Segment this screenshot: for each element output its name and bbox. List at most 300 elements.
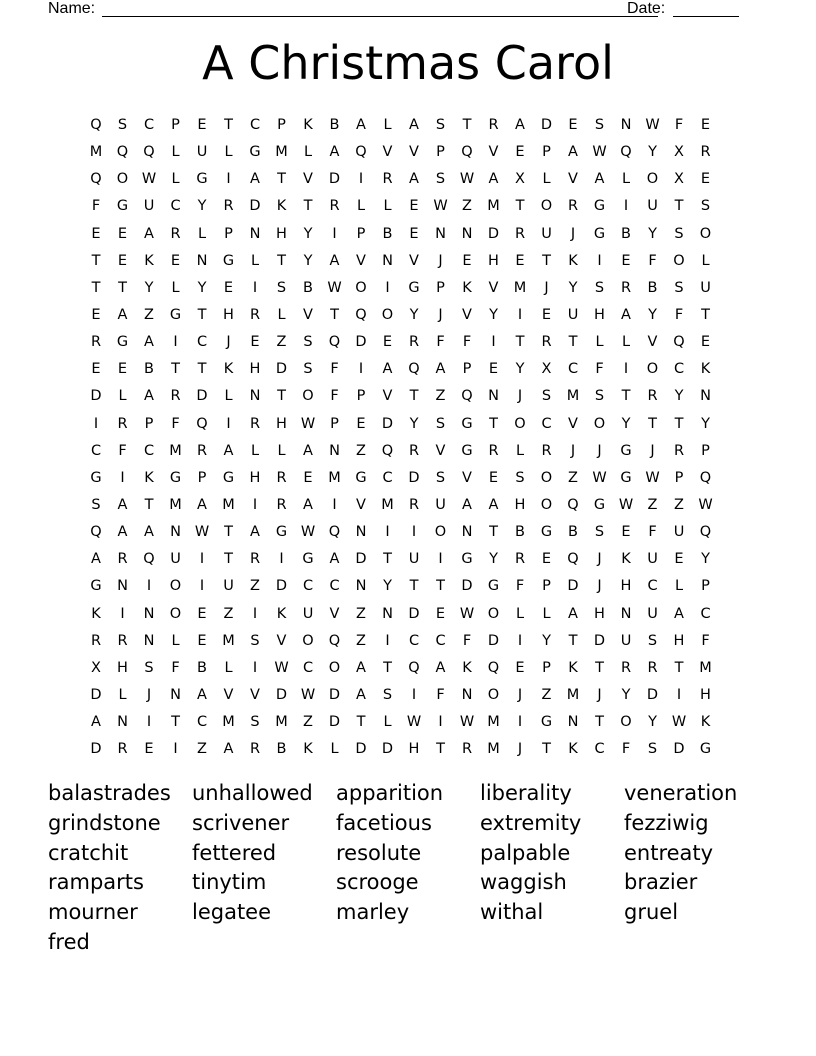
grid-row bbox=[83, 411, 719, 438]
grid-letter: Q bbox=[143, 551, 156, 568]
grid-letter: N bbox=[170, 686, 182, 703]
grid-letter: B bbox=[303, 279, 314, 296]
grid-letter: A bbox=[568, 605, 579, 622]
grid-letter: G bbox=[699, 741, 712, 758]
grid-letter: H bbox=[700, 686, 712, 703]
grid-letter: V bbox=[409, 144, 420, 161]
grid-letter: M bbox=[328, 469, 342, 486]
grid-letter: O bbox=[540, 198, 553, 215]
grid-letter: C bbox=[302, 659, 314, 676]
grid-letter: D bbox=[328, 171, 341, 188]
grid-letter: U bbox=[223, 578, 235, 595]
grid-letter: M bbox=[699, 659, 713, 676]
grid-letter: G bbox=[487, 578, 500, 595]
grid-letter: I bbox=[252, 605, 258, 622]
grid-letter: O bbox=[646, 361, 659, 378]
grid-letter: T bbox=[197, 361, 207, 378]
grid-letter: W bbox=[300, 686, 316, 703]
grid-letter: V bbox=[647, 334, 658, 351]
grid-letter: W bbox=[459, 171, 475, 188]
grid-letter: B bbox=[329, 117, 340, 133]
grid-letter: O bbox=[328, 659, 341, 676]
grid-row bbox=[83, 356, 719, 383]
grid-letter: U bbox=[673, 524, 685, 541]
grid-letter: R bbox=[488, 117, 500, 133]
grid-letter: L bbox=[595, 334, 605, 351]
grid-letter: L bbox=[224, 388, 234, 405]
grid-letter: D bbox=[381, 741, 394, 758]
grid-letter: T bbox=[542, 741, 552, 758]
grid-letter: I bbox=[517, 632, 523, 649]
grid-letter: W bbox=[645, 469, 661, 486]
grid-letter: D bbox=[328, 686, 341, 703]
grid-letter: E bbox=[117, 252, 128, 269]
grid-letter: D bbox=[355, 551, 368, 568]
grid-letter: H bbox=[673, 632, 685, 649]
grid-letter: E bbox=[462, 252, 473, 269]
grid-letter: T bbox=[648, 415, 658, 432]
grid-letter: X bbox=[91, 659, 102, 676]
word-list-item: waggish bbox=[480, 870, 567, 895]
grid-letter: A bbox=[329, 551, 340, 568]
grid-letter: U bbox=[647, 551, 659, 568]
grid-letter: J bbox=[650, 442, 656, 459]
grid-letter: Y bbox=[621, 686, 631, 703]
grid-row bbox=[83, 329, 719, 356]
grid-letter: E bbox=[515, 144, 526, 161]
grid-letter: U bbox=[647, 605, 659, 622]
grid-letter: P bbox=[542, 144, 552, 161]
grid-letter: W bbox=[618, 496, 634, 513]
grid-letter: S bbox=[647, 741, 658, 758]
grid-letter: V bbox=[250, 686, 261, 703]
grid-letter: G bbox=[620, 469, 633, 486]
grid-letter: T bbox=[489, 524, 499, 541]
grid-letter: M bbox=[487, 198, 501, 215]
grid-letter: L bbox=[701, 252, 711, 269]
grid-letter: R bbox=[647, 388, 659, 405]
grid-letter: V bbox=[329, 605, 340, 622]
grid-letter: D bbox=[328, 714, 341, 731]
grid-letter: F bbox=[436, 686, 446, 703]
grid-letter: L bbox=[277, 442, 287, 459]
grid-letter: F bbox=[171, 659, 181, 676]
grid-letter: R bbox=[488, 442, 500, 459]
grid-row bbox=[83, 248, 719, 275]
grid-letter: P bbox=[356, 225, 366, 242]
grid-letter: T bbox=[436, 741, 446, 758]
grid-letter: D bbox=[355, 334, 368, 351]
grid-letter: I bbox=[226, 171, 232, 188]
grid-letter: Y bbox=[674, 388, 684, 405]
grid-letter: C bbox=[382, 469, 394, 486]
grid-letter: E bbox=[356, 415, 367, 432]
grid-letter: A bbox=[117, 524, 128, 541]
grid-letter: H bbox=[249, 469, 261, 486]
grid-letter: L bbox=[171, 279, 181, 296]
grid-letter: J bbox=[597, 442, 603, 459]
grid-letter: V bbox=[303, 171, 314, 188]
grid-letter: I bbox=[517, 306, 523, 323]
grid-letter: R bbox=[382, 171, 394, 188]
grid-letter: L bbox=[197, 225, 207, 242]
grid-letter: R bbox=[196, 442, 208, 459]
grid-letter: P bbox=[701, 578, 711, 595]
grid-letter: C bbox=[647, 578, 659, 595]
grid-letter: O bbox=[169, 605, 182, 622]
grid-letter: V bbox=[568, 171, 579, 188]
grid-letter: U bbox=[143, 198, 155, 215]
grid-letter: Y bbox=[701, 551, 711, 568]
grid-letter: C bbox=[249, 117, 261, 133]
grid-letter: I bbox=[623, 198, 629, 215]
grid-letter: S bbox=[303, 334, 314, 351]
grid-letter: R bbox=[117, 551, 129, 568]
grid-letter: H bbox=[117, 659, 129, 676]
grid-letter: I bbox=[252, 659, 258, 676]
grid-letter: R bbox=[117, 415, 129, 432]
grid-row bbox=[83, 546, 719, 573]
grid-letter: C bbox=[143, 442, 155, 459]
grid-letter: P bbox=[462, 361, 472, 378]
grid-letter: P bbox=[277, 117, 287, 133]
grid-letter: D bbox=[487, 632, 500, 649]
grid-letter: S bbox=[435, 415, 446, 432]
grid-letter: V bbox=[356, 496, 367, 513]
grid-letter: I bbox=[252, 496, 258, 513]
grid-letter: G bbox=[461, 551, 474, 568]
grid-letter: O bbox=[487, 605, 500, 622]
grid-letter: X bbox=[674, 171, 685, 188]
grid-letter: S bbox=[250, 632, 261, 649]
grid-letter: T bbox=[330, 306, 340, 323]
grid-letter: N bbox=[117, 578, 129, 595]
grid-letter: U bbox=[302, 605, 314, 622]
grid-letter: C bbox=[90, 442, 102, 459]
grid-letter: F bbox=[621, 741, 631, 758]
grid-letter: A bbox=[144, 524, 155, 541]
grid-letter: J bbox=[570, 442, 576, 459]
grid-letter: F bbox=[674, 306, 684, 323]
grid-letter: A bbox=[117, 306, 128, 323]
grid-letter: S bbox=[594, 388, 605, 405]
grid-letter: Z bbox=[356, 632, 367, 649]
grid-letter: S bbox=[91, 496, 102, 513]
grid-letter: V bbox=[276, 632, 287, 649]
grid-letter: G bbox=[461, 442, 474, 459]
grid-letter: M bbox=[222, 714, 236, 731]
grid-letter: E bbox=[541, 306, 552, 323]
grid-letter: L bbox=[224, 144, 234, 161]
grid-letter: G bbox=[90, 578, 103, 595]
grid-letter: T bbox=[277, 171, 287, 188]
grid-letter: A bbox=[409, 171, 420, 188]
grid-letter: F bbox=[701, 632, 711, 649]
word-list-item: apparition bbox=[336, 781, 444, 805]
grid-letter: D bbox=[275, 686, 288, 703]
grid-letter: R bbox=[117, 741, 129, 758]
grid-letter: R bbox=[249, 741, 261, 758]
grid-letter: T bbox=[224, 524, 234, 541]
grid-letter: G bbox=[249, 144, 262, 161]
grid-letter: S bbox=[674, 279, 685, 296]
grid-letter: D bbox=[90, 741, 103, 758]
grid-letter: E bbox=[621, 524, 632, 541]
grid-letter: U bbox=[408, 551, 420, 568]
grid-letter: O bbox=[540, 469, 553, 486]
grid-letter: E bbox=[409, 198, 420, 215]
grid-letter: L bbox=[250, 252, 260, 269]
grid-letter: Q bbox=[116, 144, 129, 161]
grid-letter: Z bbox=[356, 442, 367, 459]
grid-letter: F bbox=[462, 334, 472, 351]
grid-letter: D bbox=[673, 741, 686, 758]
grid-letter: Z bbox=[276, 334, 287, 351]
grid-letter: A bbox=[144, 225, 155, 242]
grid-letter: E bbox=[197, 632, 208, 649]
word-list-item: veneration bbox=[624, 781, 738, 805]
grid-letter: E bbox=[303, 469, 314, 486]
grid-letter: Q bbox=[90, 171, 103, 188]
grid-letter: O bbox=[593, 415, 606, 432]
grid-row bbox=[83, 628, 719, 655]
grid-letter: Y bbox=[515, 361, 525, 378]
grid-letter: K bbox=[568, 741, 579, 758]
grid-letter: Z bbox=[144, 306, 155, 323]
grid-letter: Q bbox=[673, 334, 686, 351]
grid-letter: R bbox=[620, 659, 632, 676]
grid-letter: C bbox=[170, 198, 182, 215]
grid-letter: F bbox=[674, 117, 684, 133]
grid-letter: Q bbox=[90, 117, 103, 133]
grid-letter: T bbox=[303, 198, 313, 215]
grid-letter: P bbox=[542, 578, 552, 595]
grid-letter: U bbox=[567, 306, 579, 323]
grid-letter: I bbox=[173, 741, 179, 758]
grid-letter: G bbox=[593, 198, 606, 215]
grid-letter: L bbox=[171, 171, 181, 188]
grid-letter: O bbox=[434, 524, 447, 541]
grid-letter: J bbox=[517, 741, 523, 758]
grid-letter: V bbox=[435, 442, 446, 459]
grid-letter: U bbox=[170, 551, 182, 568]
grid-row bbox=[83, 492, 719, 519]
grid-letter: R bbox=[514, 225, 526, 242]
grid-letter: M bbox=[275, 144, 289, 161]
grid-letter: H bbox=[488, 252, 500, 269]
grid-letter: G bbox=[222, 252, 235, 269]
grid-letter: N bbox=[488, 388, 500, 405]
grid-letter: I bbox=[517, 714, 523, 731]
grid-letter: A bbox=[488, 171, 499, 188]
grid-letter: I bbox=[199, 551, 205, 568]
grid-letter: L bbox=[356, 198, 366, 215]
word-list-item: entreaty bbox=[624, 840, 714, 865]
grid-letter: W bbox=[194, 524, 210, 541]
grid-letter: Y bbox=[303, 225, 313, 242]
grid-letter: I bbox=[385, 279, 391, 296]
grid-row bbox=[83, 139, 719, 166]
grid-letter: A bbox=[435, 361, 446, 378]
grid-letter: P bbox=[197, 469, 207, 486]
grid-letter: T bbox=[144, 496, 154, 513]
grid-letter: P bbox=[542, 659, 552, 676]
grid-letter: L bbox=[383, 714, 393, 731]
grid-letter: S bbox=[144, 659, 155, 676]
grid-letter: W bbox=[592, 469, 608, 486]
grid-letter: Z bbox=[356, 605, 367, 622]
grid-letter: K bbox=[568, 252, 579, 269]
grid-letter: S bbox=[382, 686, 393, 703]
grid-letter: R bbox=[408, 496, 420, 513]
grid-letter: Z bbox=[647, 496, 658, 513]
grid-letter: J bbox=[597, 686, 603, 703]
grid-letter: F bbox=[91, 198, 101, 215]
grid-letter: N bbox=[143, 605, 155, 622]
grid-letter: E bbox=[674, 551, 685, 568]
grid-letter: J bbox=[517, 686, 523, 703]
grid-letter: O bbox=[302, 632, 315, 649]
grid-letter: G bbox=[116, 198, 129, 215]
grid-letter: T bbox=[409, 388, 419, 405]
grid-letter: G bbox=[90, 469, 103, 486]
grid-letter: L bbox=[383, 117, 393, 133]
grid-letter: B bbox=[568, 524, 579, 541]
grid-letter: Y bbox=[409, 415, 419, 432]
grid-letter: A bbox=[515, 117, 526, 133]
grid-letter: N bbox=[170, 524, 182, 541]
grid-letter: V bbox=[462, 306, 473, 323]
grid-letter: B bbox=[515, 524, 526, 541]
grid-letter: Z bbox=[541, 686, 552, 703]
grid-letter: G bbox=[302, 551, 315, 568]
grid-letter: F bbox=[330, 361, 340, 378]
grid-letter: K bbox=[700, 714, 711, 731]
grid-letter: Y bbox=[648, 225, 658, 242]
grid-letter: C bbox=[700, 605, 712, 622]
word-list-item: gruel bbox=[624, 900, 679, 925]
grid-letter: P bbox=[674, 469, 684, 486]
name-label: Name: bbox=[48, 0, 96, 17]
grid-letter: P bbox=[224, 225, 234, 242]
grid-letter: K bbox=[621, 551, 632, 568]
grid-letter: R bbox=[223, 198, 235, 215]
grid-letter: A bbox=[356, 659, 367, 676]
grid-letter: D bbox=[196, 388, 209, 405]
grid-letter: Q bbox=[143, 144, 156, 161]
grid-letter: I bbox=[93, 415, 99, 432]
grid-letter: C bbox=[196, 334, 208, 351]
grid-letter: Z bbox=[435, 388, 446, 405]
grid-letter: S bbox=[117, 117, 128, 133]
grid-letter: L bbox=[171, 144, 181, 161]
grid-letter: W bbox=[274, 659, 290, 676]
grid-letter: Q bbox=[461, 144, 474, 161]
grid-letter: A bbox=[674, 605, 685, 622]
grid-letter: M bbox=[222, 496, 236, 513]
grid-row bbox=[83, 709, 719, 736]
grid-letter: I bbox=[597, 252, 603, 269]
grid-letter: F bbox=[595, 361, 605, 378]
grid-letter: U bbox=[541, 225, 553, 242]
word-list-item: fred bbox=[48, 930, 90, 954]
grid-letter: E bbox=[382, 334, 393, 351]
grid-letter: V bbox=[409, 252, 420, 269]
grid-letter: F bbox=[648, 252, 658, 269]
grid-letter: T bbox=[383, 551, 393, 568]
grid-letter: W bbox=[300, 524, 316, 541]
grid-letter: C bbox=[143, 117, 155, 133]
grid-letter: B bbox=[144, 361, 155, 378]
grid-letter: P bbox=[356, 388, 366, 405]
grid-letter: T bbox=[515, 334, 525, 351]
grid-letter: N bbox=[329, 442, 341, 459]
grid-row bbox=[83, 655, 719, 682]
grid-row bbox=[83, 601, 719, 628]
grid-letter: O bbox=[673, 252, 686, 269]
grid-letter: A bbox=[144, 334, 155, 351]
grid-letter: J bbox=[597, 578, 603, 595]
grid-letter: G bbox=[540, 524, 553, 541]
grid-letter: C bbox=[567, 361, 579, 378]
grid-letter: Q bbox=[620, 144, 633, 161]
grid-letter: Y bbox=[621, 415, 631, 432]
grid-letter: L bbox=[224, 659, 234, 676]
grid-letter: A bbox=[382, 361, 393, 378]
grid-letter: E bbox=[621, 252, 632, 269]
grid-letter: U bbox=[620, 632, 632, 649]
grid-letter: N bbox=[620, 605, 632, 622]
grid-letter: A bbox=[594, 171, 605, 188]
grid-letter: I bbox=[358, 361, 364, 378]
grid-letter: A bbox=[250, 524, 261, 541]
word-list-item: legatee bbox=[192, 900, 272, 925]
grid-letter: Q bbox=[381, 442, 394, 459]
grid-letter: N bbox=[461, 225, 473, 242]
grid-letter: D bbox=[567, 578, 580, 595]
grid-letter: R bbox=[90, 632, 102, 649]
grid-letter: O bbox=[355, 279, 368, 296]
grid-letter: K bbox=[144, 252, 155, 269]
grid-letter: K bbox=[462, 659, 473, 676]
grid-letter: E bbox=[515, 252, 526, 269]
grid-letter: Z bbox=[250, 578, 261, 595]
grid-letter: I bbox=[438, 551, 444, 568]
grid-letter: F bbox=[462, 632, 472, 649]
grid-letter: T bbox=[489, 415, 499, 432]
grid-letter: W bbox=[671, 714, 687, 731]
grid-letter: K bbox=[276, 605, 287, 622]
grid-letter: W bbox=[433, 198, 449, 215]
grid-letter: N bbox=[249, 388, 261, 405]
grid-letter: T bbox=[621, 388, 631, 405]
letter-grid bbox=[83, 112, 719, 763]
grid-letter: I bbox=[120, 605, 126, 622]
grid-letter: K bbox=[223, 361, 234, 378]
grid-letter: S bbox=[647, 632, 658, 649]
grid-letter: I bbox=[491, 334, 497, 351]
grid-letter: A bbox=[621, 306, 632, 323]
grid-letter: C bbox=[541, 415, 553, 432]
grid-letter: S bbox=[435, 117, 446, 133]
grid-letter: G bbox=[169, 306, 182, 323]
grid-letter: R bbox=[514, 551, 526, 568]
grid-letter: T bbox=[171, 361, 181, 378]
grid-letter: Z bbox=[462, 198, 473, 215]
grid-letter: S bbox=[541, 388, 552, 405]
grid-letter: F bbox=[330, 388, 340, 405]
grid-letter: M bbox=[275, 714, 289, 731]
